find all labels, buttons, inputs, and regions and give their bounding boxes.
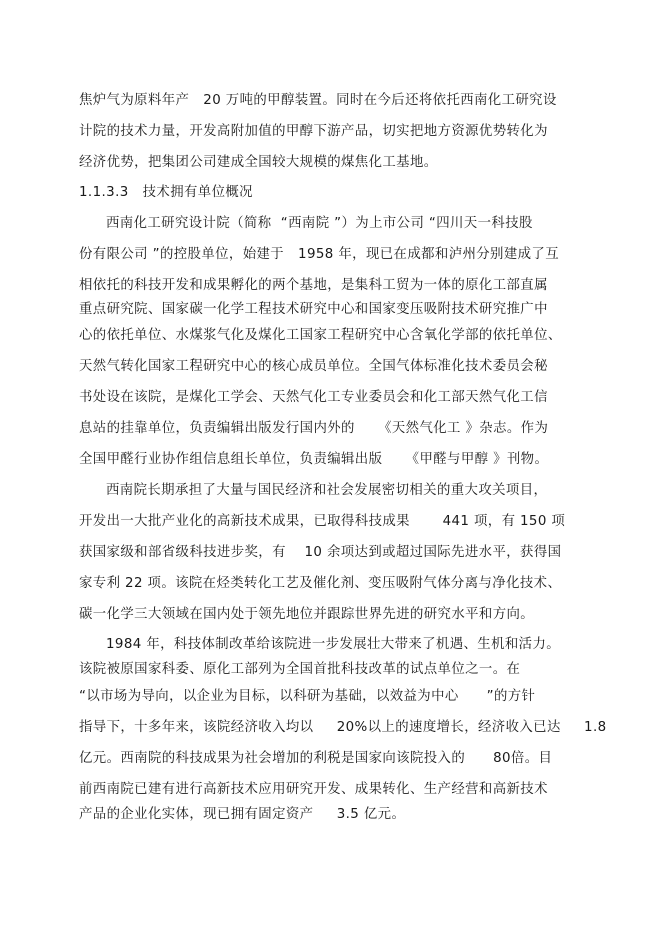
text-line: 家专利 22 项。该院在烃类转化工艺及催化剂、变压吸附气体分离与净化技术、 — [79, 576, 562, 591]
text-line: 亿元。西南院的科技成果为社会增加的利税是国家向该院投入的 80倍。目 — [79, 751, 553, 766]
text-line: 重点研究院、国家碳一化学工程技术研究中心和国家变压吸附技术研究推广中 — [79, 302, 548, 317]
text-line: 获国家级和部省级科技进步奖，有 10 余项达到或超过国际先进水平，获得国 — [79, 545, 562, 560]
text-line: 经济优势，把集团公司建成全国较大规模的煤焦化工基地。 — [79, 155, 438, 170]
text-line: 西南院长期承担了大量与国民经济和社会发展密切相关的重大攻关项目， — [106, 483, 548, 498]
text-line: 份有限公司 ”的控股单位，始建于 1958 年，现已在成都和泸州分别建成了互 — [79, 247, 560, 262]
text-line: 碳一化学三大领域在国内处于领先地位并跟踪世界先进的研究水平和方向。 — [79, 607, 535, 622]
text-line: 焦炉气为原料年产 20 万吨的甲醇装置。同时在今后还将依托西南化工研究设 — [79, 93, 557, 108]
text-line: 计院的技术力量，开发高附加值的甲醇下游产品，切实把地方资源优势转化为 — [79, 124, 548, 139]
text-line: 西南化工研究设计院（简称 “西南院 ”）为上市公司 “四川天一科技股 — [106, 216, 533, 231]
text-line: 指导下，十多年来，该院经济收入均以 20%以上的速度增长，经济收入已达 1.8 — [79, 720, 607, 735]
text-line: 前西南院已建有进行高新技术应用研究开发、成果转化、生产经营和高新技术 — [79, 782, 548, 797]
text-line: 心的依托单位、水煤浆气化及煤化工国家工程研究中心含氧化学部的依托单位、 — [79, 328, 562, 343]
text-line: 全国甲醛行业协作组信息组长单位，负责编辑出版 《甲醛与甲醇 》刊物。 — [79, 452, 549, 467]
text-line: 息站的挂靠单位，负责编辑出版发行国内外的 《天然气化工 》杂志。作为 — [79, 421, 549, 436]
text-line: 相依托的科技开发和成果孵化的两个基地，是集科工贸为一体的原化工部直属 — [79, 278, 548, 293]
text-line: 产品的企业化实体，现已拥有固定资产 3.5 亿元。 — [79, 807, 406, 822]
text-line: 书处设在该院，是煤化工学会、天然气化工专业委员会和化工部天然气化工信 — [79, 390, 548, 405]
text-line: 该院被原国家科委、原化工部列为全国首批科技改革的试点单位之一。在 — [79, 662, 521, 677]
text-line: 1984 年，科技体制改革给该院进一步发展壮大带来了机遇、生机和活力。 — [106, 637, 561, 652]
text-line: “以市场为导向，以企业为目标，以科研为基础，以效益为中心 ”的方针 — [79, 689, 536, 704]
text-line: 开发出一大批产业化的高新技术成果，已取得科技成果 441 项，有 150 项 — [79, 514, 566, 529]
section-heading: 1.1.3.3 技术拥有单位概况 — [79, 185, 253, 200]
text-line: 天然气转化国家工程研究中心的核心成员单位。全国气体标准化技术委员会秘 — [79, 359, 548, 374]
